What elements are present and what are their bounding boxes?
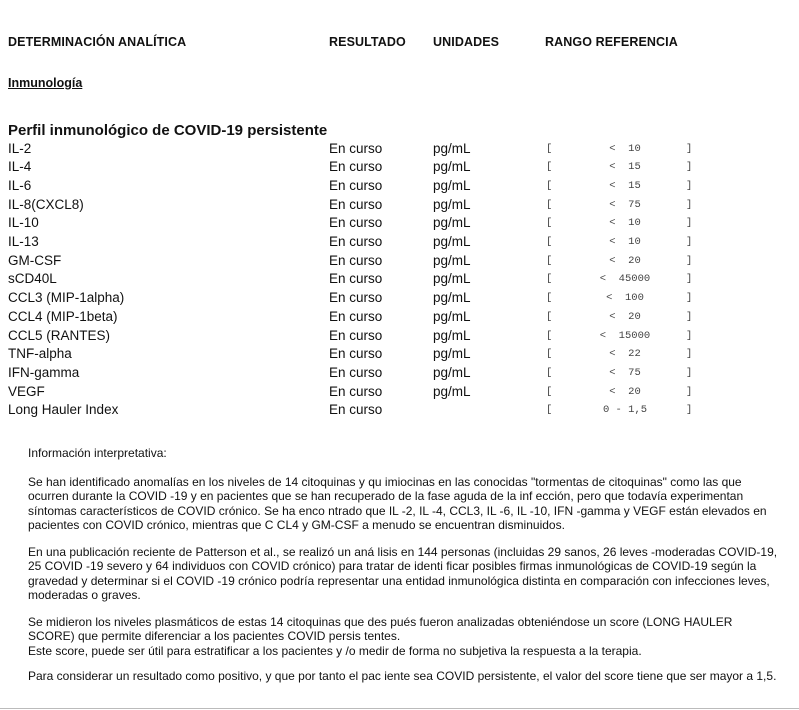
- range-bracket-open: [: [546, 366, 553, 379]
- row-name: Long Hauler Index: [8, 402, 119, 418]
- range-bracket-open: [: [546, 254, 553, 267]
- row-result: En curso: [329, 159, 383, 175]
- row-range: < 75: [609, 198, 641, 211]
- row-name: GM-CSF: [8, 252, 62, 268]
- row-range: < 20: [609, 254, 641, 267]
- row-result: En curso: [329, 364, 383, 380]
- row-range: < 20: [609, 385, 641, 398]
- row-units: pg/mL: [433, 364, 471, 380]
- range-bracket-close: ]: [686, 273, 693, 286]
- row-units: pg/mL: [433, 252, 471, 268]
- table-row: [0, 328, 799, 346]
- row-result: En curso: [329, 177, 383, 193]
- row-units: pg/mL: [433, 327, 471, 343]
- range-bracket-open: [: [546, 142, 553, 155]
- row-units: pg/mL: [433, 346, 471, 362]
- range-bracket-open: [: [546, 292, 553, 305]
- row-name: CCL3 (MIP-1alpha): [8, 290, 125, 306]
- table-row: [0, 234, 799, 252]
- row-units: pg/mL: [433, 290, 471, 306]
- row-range: < 75: [609, 366, 641, 379]
- row-result: En curso: [329, 327, 383, 343]
- table-row: [0, 271, 799, 289]
- range-bracket-open: [: [546, 404, 553, 417]
- row-units: pg/mL: [433, 177, 471, 193]
- info-paragraph-2: En una publicación reciente de Patterson et al., se realizó un aná lisis en 144 personas (incluidas 29 sanos, 26 leves -moderadas COVID-19, 25 COVID -19 severo y 64 individuos con COVID crónico) para tratar de identi ficar posibles firmas inmunológicas de COVID-19 según la gravedad y determinar si el COVID -19 crónico podría representar una entidad inmunológica distinta en comparación con infecciones leves, moderadas o graves.: [28, 545, 778, 602]
- range-bracket-open: [: [546, 348, 553, 361]
- row-range: < 10: [609, 236, 641, 248]
- table-row: [0, 346, 799, 364]
- range-bracket-close: ]: [686, 292, 693, 305]
- table-row: [0, 178, 799, 196]
- row-units: pg/mL: [433, 234, 471, 249]
- row-result: En curso: [329, 383, 383, 399]
- section-title: Inmunología: [8, 76, 83, 90]
- row-name: IL-4: [8, 159, 32, 175]
- table-row: [0, 141, 799, 159]
- range-bracket-close: ]: [686, 161, 693, 174]
- table-row: [0, 402, 799, 420]
- range-bracket-close: ]: [686, 366, 693, 379]
- info-paragraph-3: Se midieron los niveles plasmáticos de estas 14 citoquinas que des pués fueron analizadas obteniéndose un score (LONG HAULER SCORE) que permite diferenciar a los pacientes COVID persis tentes. Este score, puede ser útil para estratificar a los pacientes y /o medir de forma no subjetiva la respuesta a la terapia.: [28, 615, 733, 658]
- row-result: En curso: [329, 140, 383, 156]
- row-range: < 10: [609, 217, 641, 230]
- row-range: < 10: [609, 142, 641, 155]
- range-bracket-close: ]: [686, 254, 693, 267]
- row-range: < 22: [609, 348, 641, 361]
- range-bracket-close: ]: [686, 179, 693, 192]
- range-bracket-open: [: [546, 236, 553, 248]
- range-bracket-close: ]: [686, 236, 693, 248]
- range-bracket-open: [: [546, 329, 553, 342]
- row-range: 0 - 1,5: [602, 404, 648, 417]
- row-result: En curso: [329, 290, 383, 306]
- table-row: [0, 384, 799, 402]
- range-bracket-close: ]: [686, 329, 693, 342]
- column-header-result: RESULTADO: [329, 35, 406, 49]
- row-range: < 15: [609, 161, 641, 174]
- range-bracket-close: ]: [686, 348, 693, 361]
- row-result: En curso: [329, 196, 383, 212]
- row-result: En curso: [329, 252, 383, 268]
- row-result: En curso: [329, 234, 383, 249]
- range-bracket-close: ]: [686, 217, 693, 230]
- row-name: IL-2: [8, 140, 32, 156]
- column-header-determination: DETERMINACIÓN ANALÍTICA: [8, 35, 187, 49]
- row-units: pg/mL: [433, 308, 471, 324]
- range-bracket-close: ]: [686, 385, 693, 398]
- row-range: < 45000: [599, 273, 651, 286]
- row-name: IFN-gamma: [8, 364, 80, 380]
- table-row: [0, 365, 799, 383]
- row-units: pg/mL: [433, 159, 471, 175]
- info-paragraph-4: Para considerar un resultado como positivo, y que por tanto el pac iente sea COVID persistente, el valor del score tiene que ser mayor a 1,5.: [28, 669, 777, 683]
- row-name: sCD40L: [8, 271, 57, 287]
- range-bracket-close: ]: [686, 310, 693, 323]
- info-heading: Información interpretativa:: [28, 446, 167, 460]
- row-name: IL-13: [8, 234, 39, 249]
- row-name: IL-10: [8, 215, 39, 231]
- range-bracket-open: [: [546, 198, 553, 211]
- column-header-range: RANGO REFERENCIA: [545, 35, 678, 49]
- row-units: pg/mL: [433, 196, 471, 212]
- row-range: < 20: [609, 310, 641, 323]
- row-range: < 15000: [599, 329, 651, 342]
- table-row: [0, 159, 799, 177]
- row-result: En curso: [329, 402, 383, 418]
- range-bracket-open: [: [546, 161, 553, 174]
- range-bracket-close: ]: [686, 404, 693, 417]
- table-row: [0, 215, 799, 233]
- page-bottom-divider: [0, 708, 799, 709]
- row-result: En curso: [329, 308, 383, 324]
- table-row: [0, 253, 799, 271]
- info-paragraph-1: Se han identificado anomalías en los niveles de 14 citoquinas y qu imiocinas en las conocidas "tormentas de citoquinas" como las que ocurren durante la COVID -19 y en pacientes que se han recuperado de la fase aguda de la inf ección, pero que todavía experimentan síntomas característicos de COVID crónico. Se ha enco ntrado que IL -2, IL -4, CCL3, IL -6, IL -10, IFN -gamma y VEGF están elevados en pacientes con COVID crónico, mientras que C CL4 y GM-CSF a menudo se encuentran disminuidos.: [28, 475, 767, 532]
- row-name: VEGF: [8, 383, 45, 399]
- row-units: pg/mL: [433, 383, 471, 399]
- range-bracket-open: [: [546, 273, 553, 286]
- table-row: [0, 290, 799, 308]
- row-units: pg/mL: [433, 271, 471, 287]
- row-name: CCL4 (MIP-1beta): [8, 308, 118, 324]
- range-bracket-open: [: [546, 310, 553, 323]
- row-result: En curso: [329, 215, 383, 231]
- row-units: pg/mL: [433, 140, 471, 156]
- table-row: [0, 309, 799, 327]
- row-range: < 100: [606, 292, 644, 305]
- column-header-units: UNIDADES: [433, 35, 500, 49]
- row-name: IL-8(CXCL8): [8, 196, 84, 212]
- range-bracket-open: [: [546, 179, 553, 192]
- row-name: TNF-alpha: [8, 346, 72, 362]
- range-bracket-open: [: [546, 385, 553, 398]
- range-bracket-close: ]: [686, 198, 693, 211]
- row-name: IL-6: [8, 177, 32, 193]
- row-range: < 15: [609, 179, 641, 192]
- profile-title: Perfil inmunológico de COVID-19 persistente: [8, 122, 328, 139]
- range-bracket-close: ]: [686, 142, 693, 155]
- row-name: CCL5 (RANTES): [8, 327, 111, 343]
- table-row: [0, 197, 799, 215]
- row-result: En curso: [329, 346, 383, 362]
- range-bracket-open: [: [546, 217, 553, 230]
- row-result: En curso: [329, 271, 383, 287]
- row-units: pg/mL: [433, 215, 471, 231]
